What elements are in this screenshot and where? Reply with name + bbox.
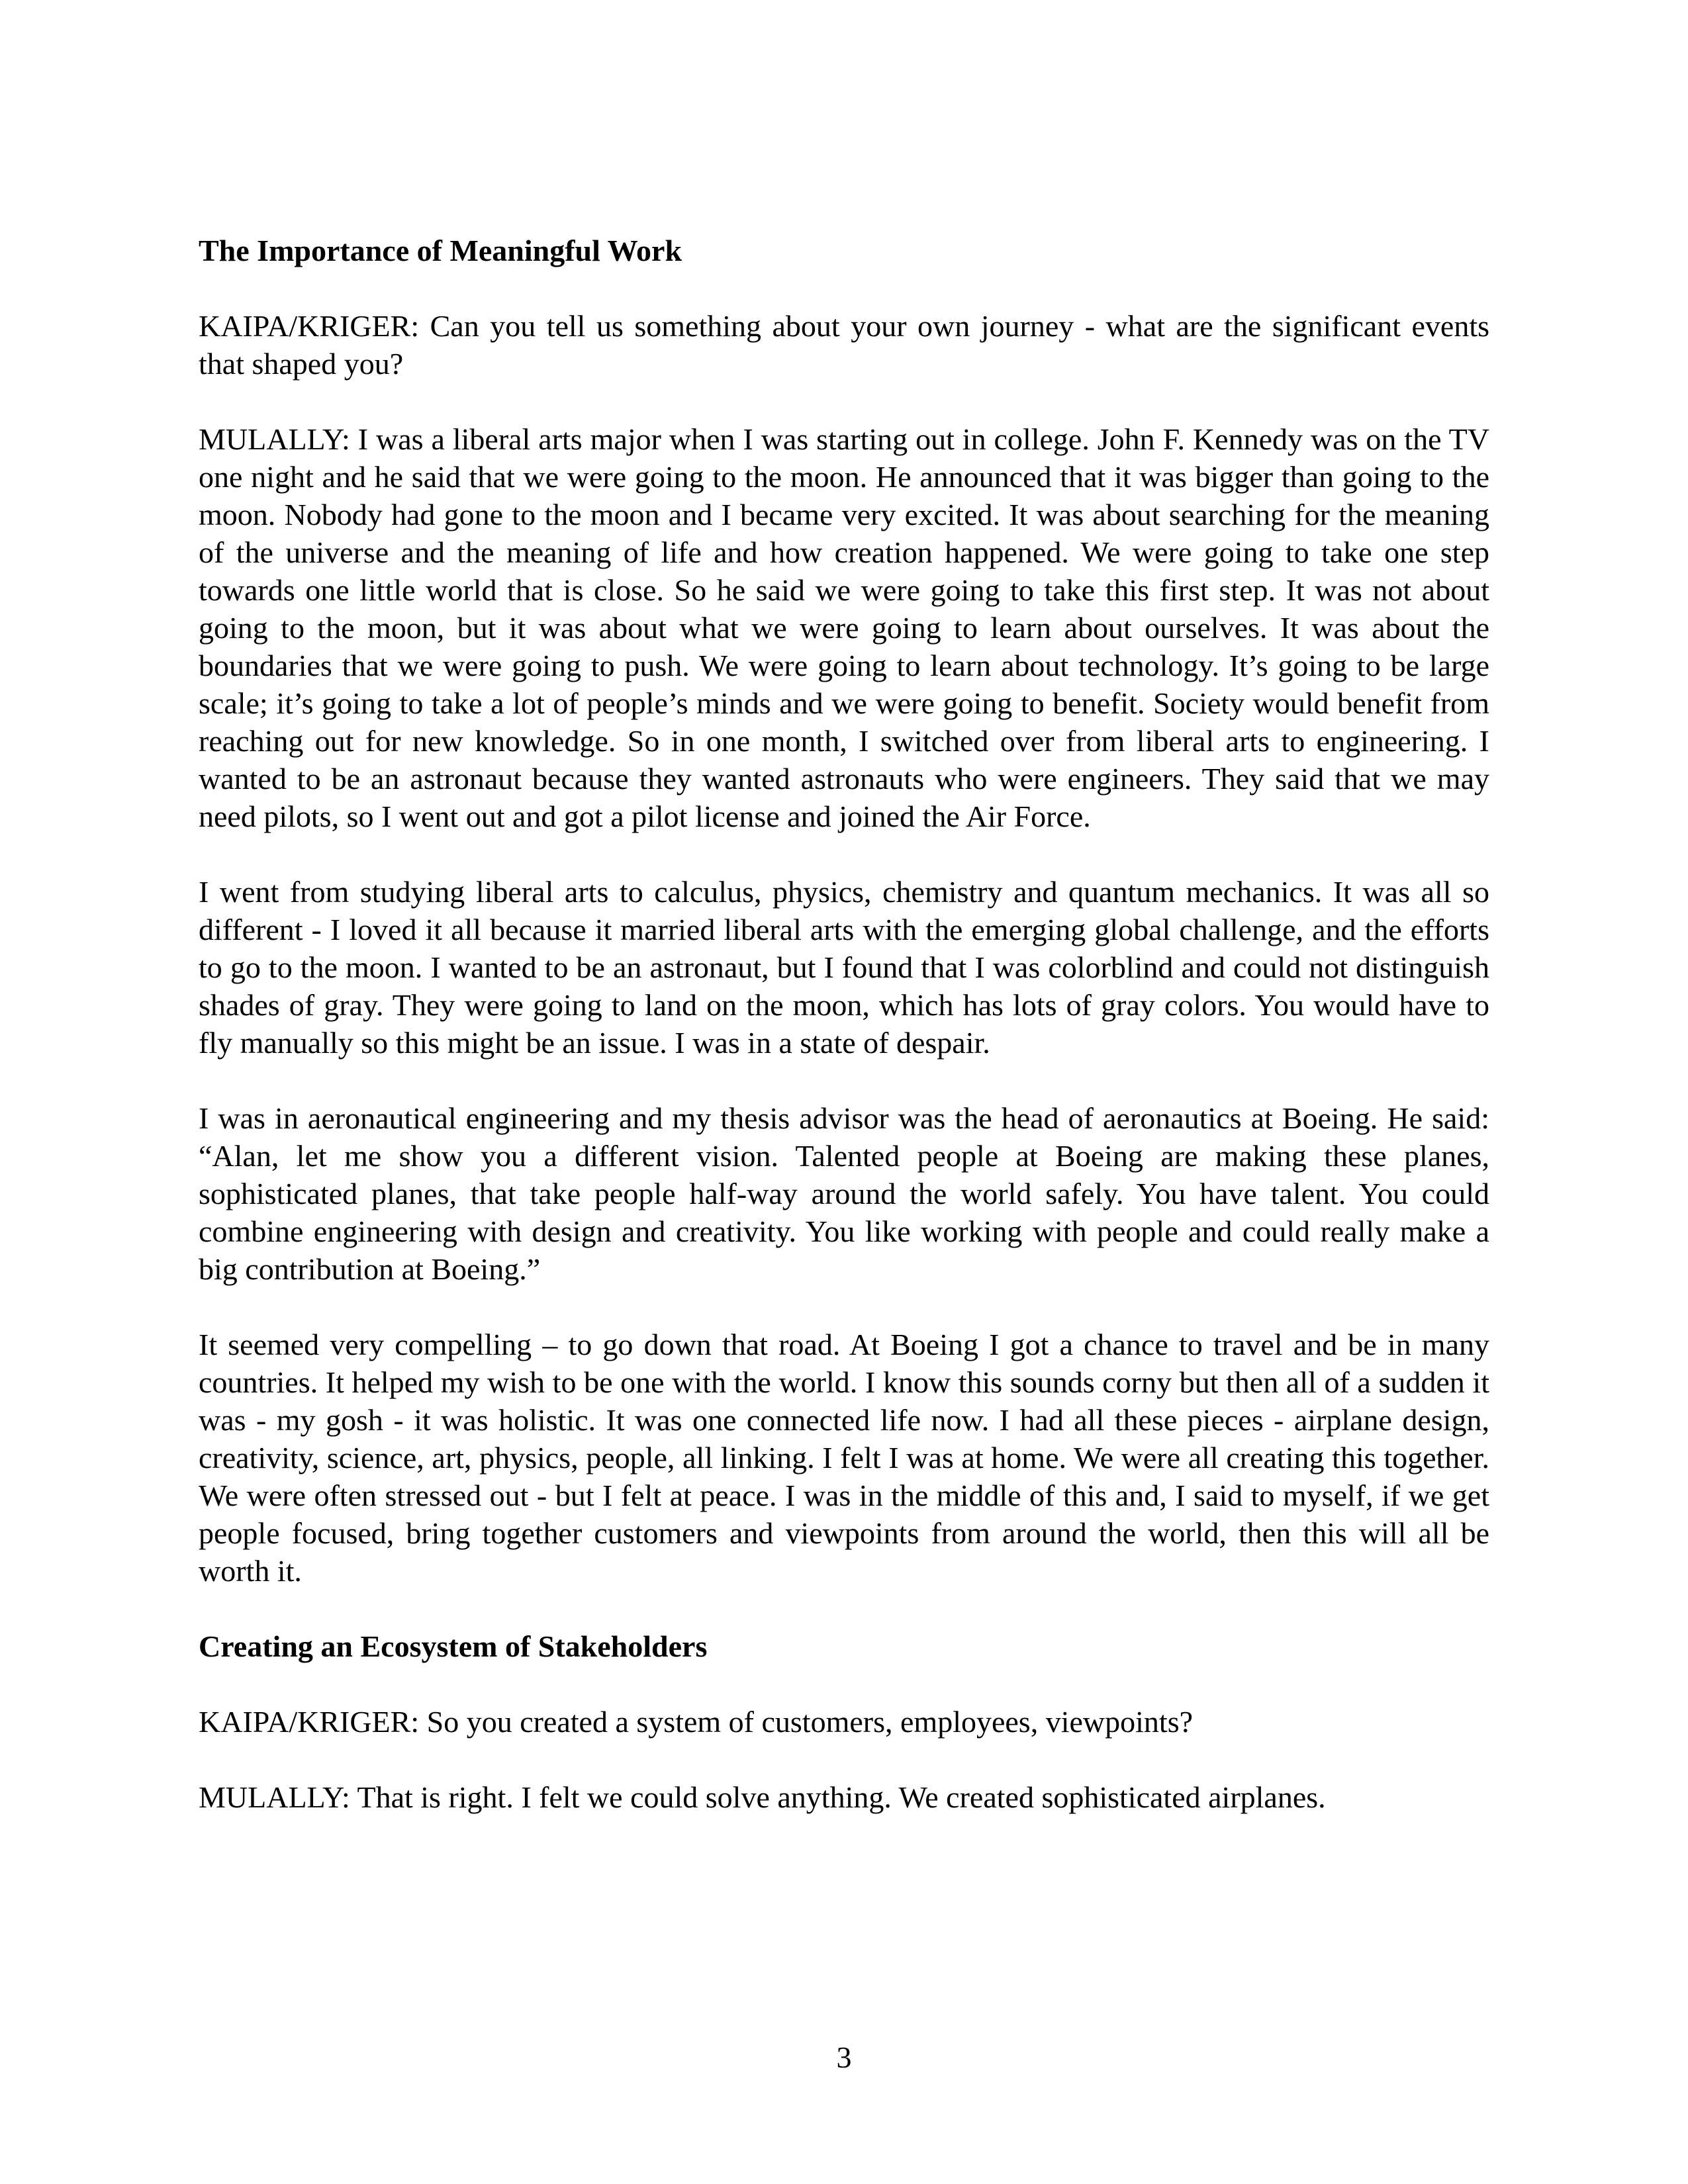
section-heading-ecosystem: Creating an Ecosystem of Stakeholders [199,1629,708,1663]
body-paragraph: I went from studying liberal arts to calculus, physics, chemistry and quantum mechanics. It was all so different - I loved it all because it married liberal arts with the emerging global challenge, and the efforts to go to the moon. I wanted to be an astronaut, but I found that I was colorblind and could not distinguish shades of gray. They were going to land on the moon, which has lots of gray colors. You would have to fly manually so this might be an issue. I was in a state of despair. [199,875,1489,1060]
question-paragraph: KAIPA/KRIGER: So you created a system of customers, employees, viewpoints? [199,1705,1194,1739]
section-heading-meaningful-work: The Importance of Meaningful Work [199,234,682,267]
body-paragraph: I was in aeronautical engineering and my thesis advisor was the head of aeronautics at Boeing. He said: “Alan, let me show you a different vision. Talented people at Boeing are making these planes, sophisticated planes, that take people half-way around the world safely. You have talent. You could combine engineering with design and creativity. You like working with people and could really make a big contribution at Boeing.” [199,1101,1489,1286]
body-paragraph: It seemed very compelling – to go down that road. At Boeing I got a chance to travel and be in many countries. It helped my wish to be one with the world. I know this sounds corny but then all of a sudden it was - my gosh - it was holistic. It was one connected life now. I had all these pieces - airplane design, creativity, science, art, physics, people, all linking. I felt I was at home. We were all creating this together. We were often stressed out - but I felt at peace. I was in the middle of this and, I said to myself, if we get people focused, bring together customers and viewpoints from around the world, then this will all be worth it. [199,1328,1489,1588]
answer-paragraph: MULALLY: I was a liberal arts major when I was starting out in college. John F. Kennedy was on the TV one night and he said that we were going to the moon. He announced that it was bigger than going to the moon. Nobody had gone to the moon and I became very excited. It was about searching for the meaning of the universe and the meaning of life and how creation happened. We were going to take one step towards one little world that is close. So he said we were going to take this first step. It was not about going to the moon, but it was about what we were going to learn about ourselves. It was about the boundaries that we were going to push. We were going to learn about technology. It’s going to be large scale; it’s going to take a lot of people’s minds and we were going to benefit. Society would benefit from reaching out for new knowledge. So in one month, I switched over from liberal arts to engineering. I wanted to be an astronaut because they wanted astronauts who were engineers. They said that we may need pilots, so I went out and got a pilot license and joined the Air Force. [199,422,1489,833]
page-number: 3 [836,2040,852,2074]
answer-paragraph: MULALLY: That is right. I felt we could solve anything. We created sophisticated airplanes. [199,1780,1326,1814]
document-page [199,232,1489,1854]
question-paragraph: KAIPA/KRIGER: Can you tell us something about your own journey - what are the significant events that shaped you? [199,309,1489,381]
